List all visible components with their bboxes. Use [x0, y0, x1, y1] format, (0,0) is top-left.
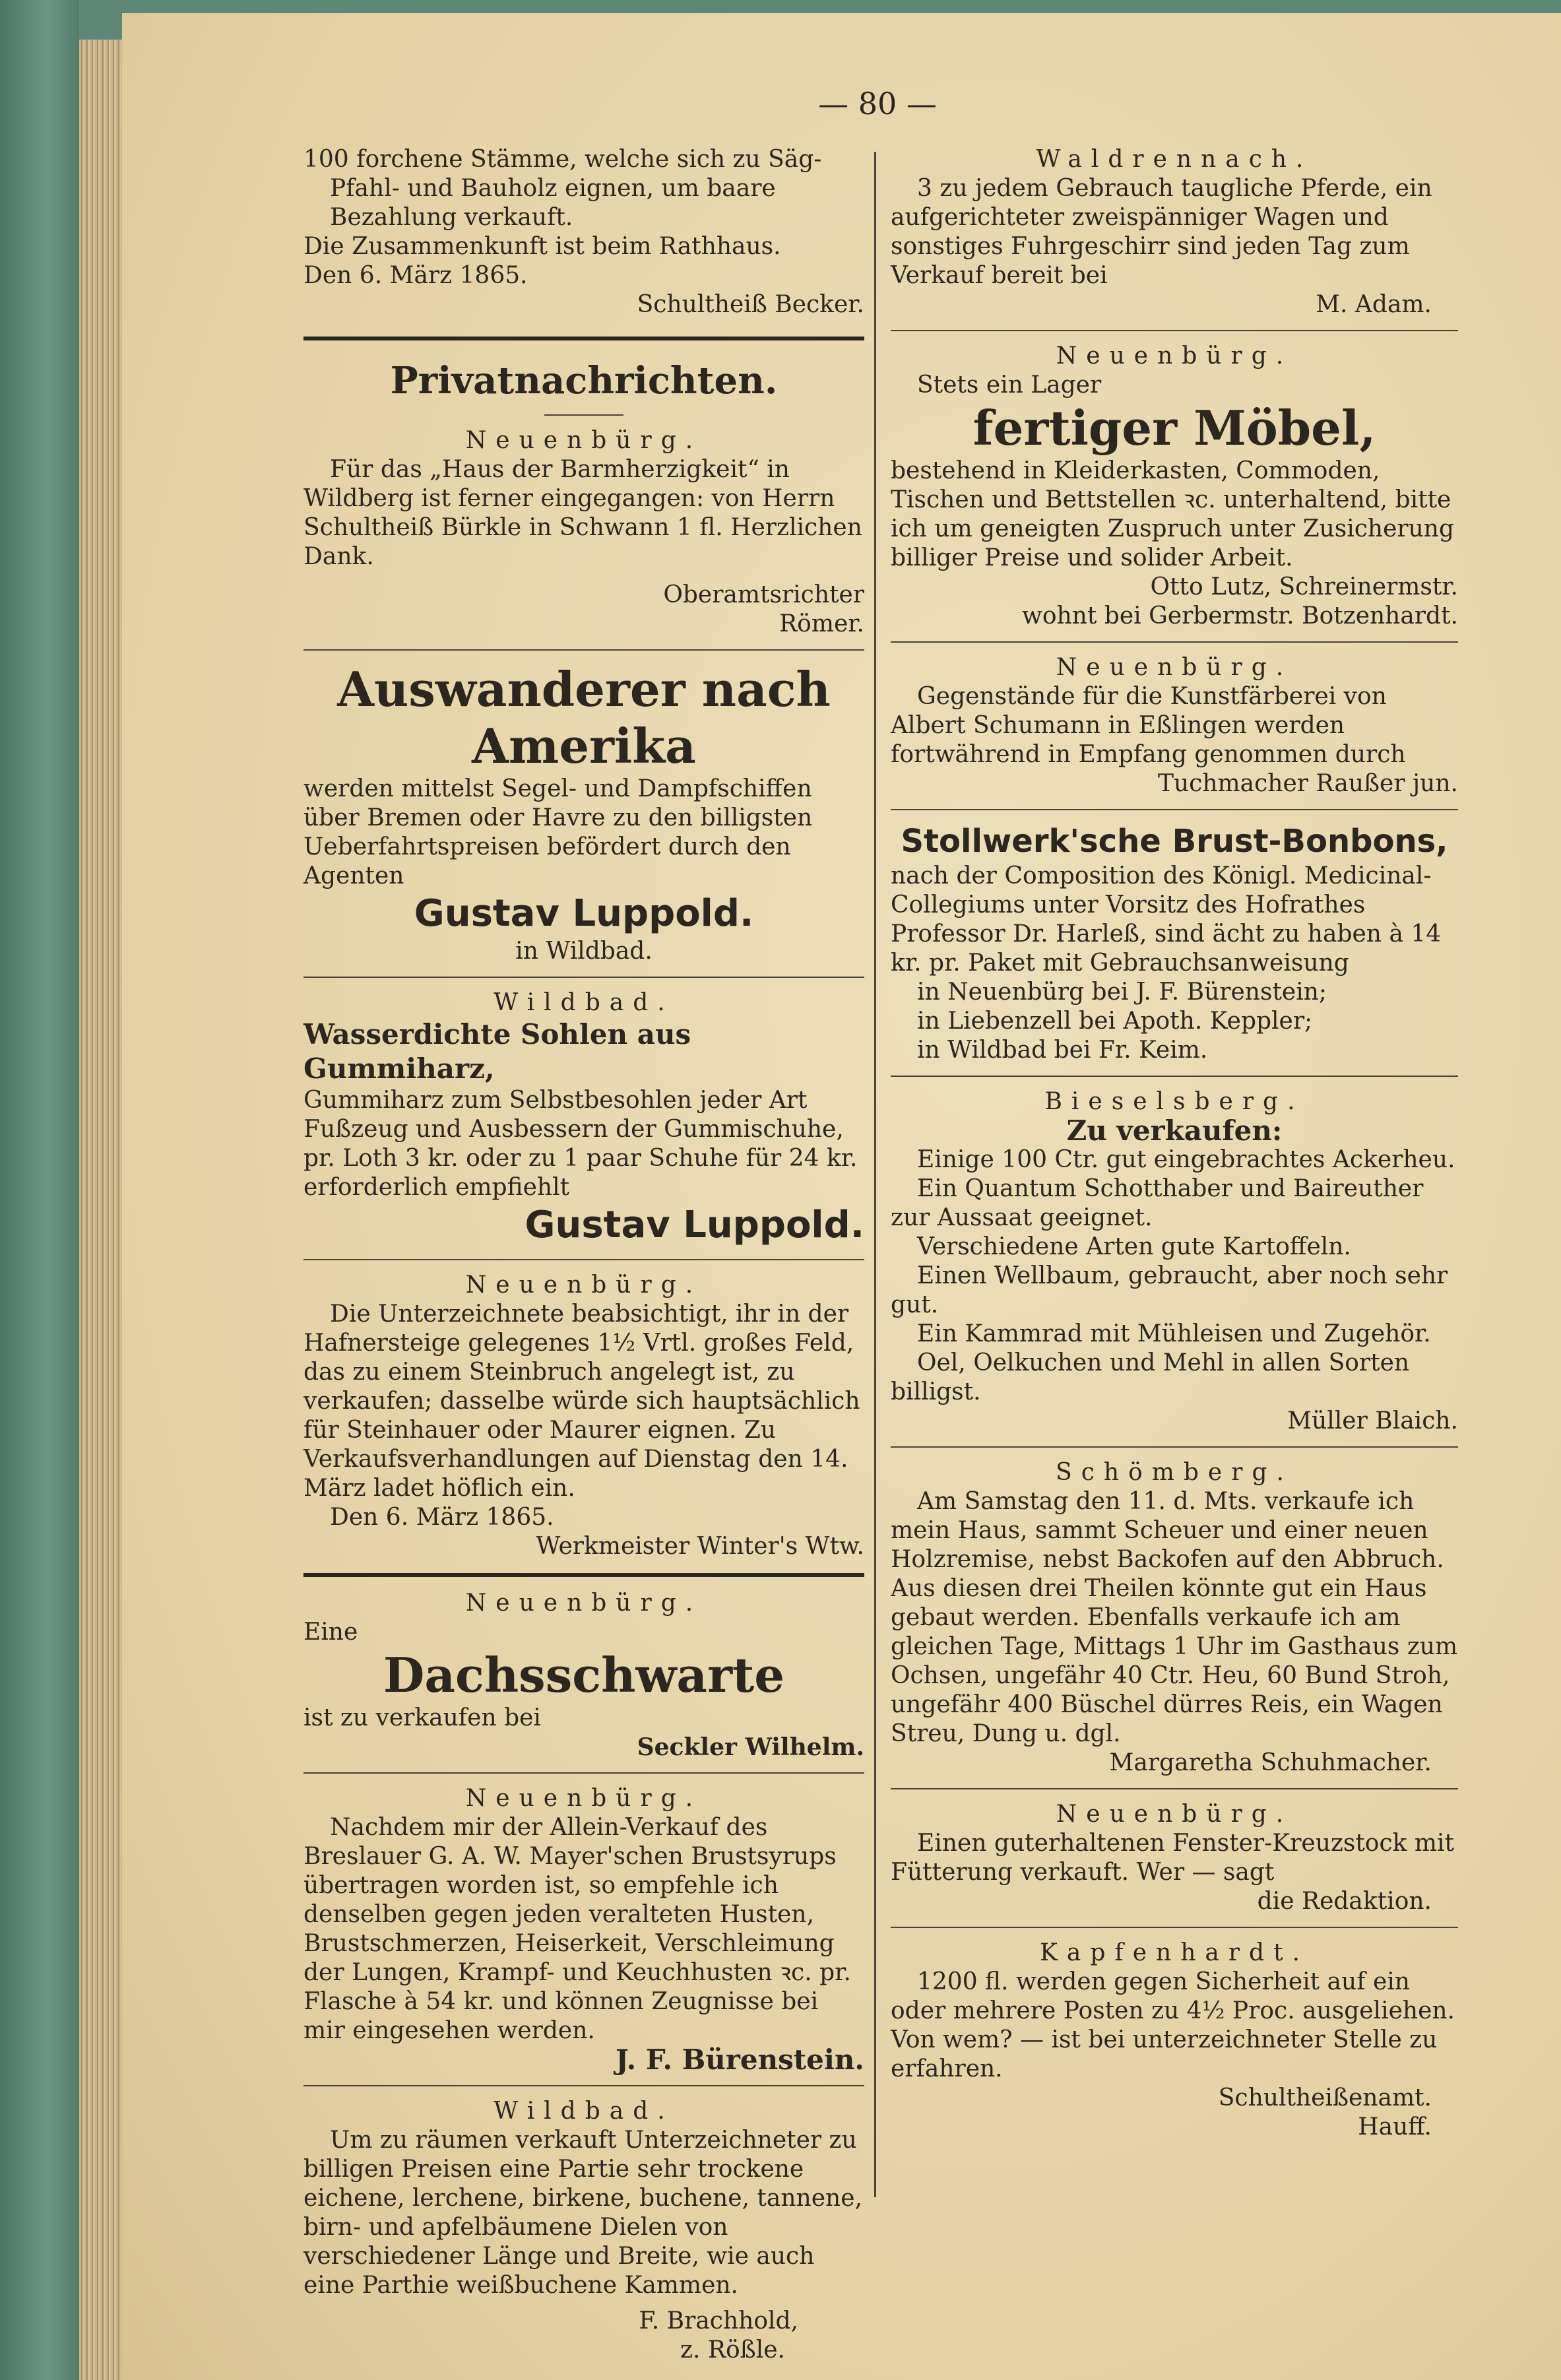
notice-signature: Otto Lutz, Schreinermstr. [1150, 573, 1458, 600]
notice-pre: Stets ein Lager [917, 371, 1102, 399]
notice-rule [891, 1076, 1458, 1077]
notice-place: Neuenbürg. [465, 1271, 703, 1299]
sale-item: Ein Quantum Schotthaber und Baireuther zur Aussaat geeignet. [891, 1175, 1424, 1231]
notice-rule [891, 809, 1458, 810]
notice-signature: Schultheiß Becker. [637, 291, 864, 318]
sale-item: Verschiedene Arten gute Kartoffeln. [917, 1233, 1351, 1260]
notice-planks [303, 2097, 864, 2365]
notice-agent: Gustav Luppold. [414, 892, 754, 935]
notice-place: Schömberg. [1056, 1459, 1293, 1486]
notice-pre: Eine [303, 1619, 358, 1646]
notice-text: Nachdem mir der Allein-Verkauf des Breslauer G. A. W. Mayer'schen Brustsyrups übertragen worden ist, so empfehle ich denselben gegen jeden veralteten Husten, Brustschmerzen, Heiserkeit, Verschleimung der Lungen, Krampf- und Keuchhusten ꝛc. pr. Flasche à 54 kr. und können Zeugnisse bei mir eingesehen werden. [303, 1814, 851, 2044]
notice-signature: Margaretha Schuhmacher. [1109, 1749, 1432, 1776]
right-column [891, 145, 1458, 2146]
notice-rule [303, 649, 864, 651]
notice-signature: Gustav Luppold. [525, 1204, 864, 1246]
notice-soles [303, 988, 864, 1248]
notice-text: 3 zu jedem Gebrauch taugliche Pferde, ein aufgerichteter zweispänniger Wagen und sonstiges Fuhrgeschirr sind jeden Tag zum Verkauf bereit bei [891, 175, 1432, 289]
notice-place: Neuenbürg. [465, 427, 703, 454]
notice-furniture [891, 342, 1458, 631]
notice-rule [303, 977, 864, 978]
notice-text: ist zu verkaufen bei [303, 1704, 541, 1731]
notice-line: in Wildbad bei Fr. Keim. [917, 1037, 1208, 1064]
notice-rule [303, 2085, 864, 2086]
notice-rule [891, 1446, 1458, 1448]
column-divider [874, 152, 876, 2197]
notice-rule [303, 1573, 864, 1577]
notice-text: 1200 fl. werden gegen Sicherheit auf ein oder mehrere Posten zu 4½ Proc. ausgeliehen. Von wem? — ist bei unterzeichneter Stelle zu erfahren. [891, 1968, 1455, 2082]
notice-text: nach der Composition des Königl. Medicinal-Collegiums unter Vorsitz des Hofrathes Professor Dr. Harleß, sind ächt zu haben à 14 kr. pr. Paket mit Gebrauchsanweisung [891, 862, 1442, 977]
notice-title: Zu verkaufen: [1066, 1114, 1283, 1147]
notice-window-frame [891, 1800, 1458, 1916]
notice-donation [303, 426, 864, 639]
notice-signature: wohnt bei Gerbermstr. Botzenhardt. [1022, 602, 1458, 629]
notice-loan [891, 1939, 1458, 2142]
notice-place: Neuenbürg. [1056, 342, 1293, 370]
notice-place: Neuenbürg. [1056, 654, 1293, 681]
sale-item: Oel, Oelkuchen und Mehl in allen Sorten billigst. [891, 1349, 1410, 1405]
notice-text: werden mittelst Segel- und Dampfschiffen über Bremen oder Havre zu den billigsten Ueberfahrtspreisen befördert durch den Agenten [303, 775, 813, 889]
notice-rule [891, 330, 1458, 331]
sale-item: Einen Wellbaum, gebraucht, aber noch sehr gut. [891, 1262, 1448, 1318]
notice-signature: z. Rößle. [680, 2336, 785, 2364]
notice-place: Wildbad. [494, 2098, 674, 2125]
notice-place: Neuenbürg. [465, 1590, 703, 1617]
notice-title: Wasserdichte Sohlen aus Gummiharz, [303, 1018, 691, 1085]
notice-signature: Seckler Wilhelm. [637, 1733, 864, 1761]
notice-line: in Neuenbürg bei J. F. Bürenstein; [917, 979, 1327, 1006]
sale-item: Einige 100 Ctr. gut eingebrachtes Ackerheu. [917, 1146, 1455, 1173]
notice-badger-hide [303, 1589, 864, 1762]
short-rule [544, 414, 623, 416]
notice-place: in Wildbad. [515, 938, 653, 965]
notice-line: Die Zusammenkunft ist beim Rathhaus. [303, 233, 781, 260]
notice-place: Kapfenhardt. [1039, 1939, 1310, 1966]
notice-signature: Schultheißenamt. [1218, 2084, 1432, 2111]
notice-date: Den 6. März 1865. [330, 1504, 554, 1531]
notice-line: Pfahl- und Bauholz eignen, um baare [330, 175, 776, 202]
notice-signature: Oberamtsrichter [663, 581, 864, 608]
book-cover-edge [0, 0, 79, 2380]
notice-rule [891, 641, 1458, 643]
notice-text: Gegenstände für die Kunstfärberei von Albert Schumann in Eßlingen werden fortwährend in Empfang genommen durch [891, 683, 1406, 768]
section-rule [303, 337, 864, 340]
notice-title: Dachsschwarte [383, 1647, 785, 1703]
notice-signature: Müller Blaich. [1287, 1407, 1458, 1434]
notice-field-sale [303, 1271, 864, 1561]
notice-signature: Hauff. [1358, 2113, 1432, 2140]
notice-rule [303, 1259, 864, 1260]
notice-text: Um zu räumen verkauft Unterzeichneter zu billigen Preisen eine Partie sehr trockene eichene, lerchene, birkene, buchene, tannene, birn- und apfelbäumene Dielen von verschiedener Länge und Breite, wie auch eine Parthie weißbuchene Kammen. [303, 2127, 862, 2299]
notice-horses [891, 145, 1458, 319]
sale-item: Ein Kammrad mit Mühleisen und Zugehör. [917, 1320, 1431, 1347]
page-number: — 80 — [818, 86, 937, 121]
notice-signature: M. Adam. [1316, 291, 1432, 318]
notice-title: Auswanderer nach Amerika [337, 661, 831, 774]
notice-line: in Liebenzell bei Apoth. Keppler; [917, 1008, 1313, 1035]
notice-place: Bieselsberg. [1044, 1088, 1304, 1115]
notice-rule [891, 1788, 1458, 1789]
notice-title: Stollwerk'sche Brust-Bonbons, [901, 823, 1448, 860]
notice-for-sale [891, 1087, 1458, 1436]
notice-dyeing [891, 653, 1458, 798]
notice-rule [303, 1772, 864, 1774]
notice-line: 100 forchene Stämme, welche sich zu Säg- [303, 146, 822, 173]
notice-rule [891, 1927, 1458, 1928]
notice-place: Neuenbürg. [1056, 1801, 1293, 1828]
notice-bonbons [891, 821, 1458, 1065]
notice-text: Die Unterzeichnete beabsichtigt, ihr in der Hafnersteige gelegenes 1½ Vrtl. großes Feld, das zu einem Steinbruch angelegt ist, zu verkaufen; dasselbe würde sich hauptsächlich für Steinhauer oder Maurer eignen. Zu Verkaufsverhandlungen auf Dienstag den 14. März ladet höflich ein. [303, 1301, 860, 1502]
notice-signature: J. F. Bürenstein. [616, 2043, 864, 2076]
notice-emigrants [303, 661, 864, 966]
notice-place: Waldrennach. [1036, 146, 1313, 173]
notice-title: fertiger Möbel, [972, 400, 1376, 456]
notice-signature: Tuchmacher Raußer jun. [1157, 770, 1458, 797]
notice-text: Am Samstag den 11. d. Mts. verkaufe ich mein Haus, sammt Scheuer und einer neuen Holzremise, nebst Backofen auf den Abbruch. Aus diesen drei Theilen könnte gut ein Haus gebaut werden. Ebenfalls verkaufe ich am gleichen Tage, Mittags 1 Uhr im Gasthaus zum Ochsen, ungefähr 40 Ctr. Heu, 60 Bund Stroh, ungefähr 400 Büschel dürres Reis, ein Wagen Streu, Dung u. dgl. [891, 1488, 1458, 1747]
notice-line: Bezahlung verkauft. [330, 204, 573, 231]
notice-house-sale [891, 1458, 1458, 1778]
notice-text: Für das „Haus der Barmherzigkeit“ in Wildberg ist ferner eingegangen: von Herrn Schultheiß Bürkle in Schwann 1 fl. Herzlichen Dank. [303, 456, 862, 570]
notice-timber-sale [303, 145, 864, 319]
notice-text: Einen guterhaltenen Fenster-Kreuzstock mit Fütterung verkauft. Wer — sagt [891, 1830, 1455, 1886]
notice-place: Neuenbürg. [465, 1785, 703, 1812]
left-column [303, 145, 864, 2369]
notice-text: Gummiharz zum Selbstbesohlen jeder Art Fußzeug und Ausbessern der Gummischuhe, pr. Loth 3 kr. oder zu 1 paar Schuhe für 24 kr. erforderlich empfiehlt [303, 1087, 858, 1201]
notice-signature: Römer. [779, 610, 864, 637]
notice-signature: F. Brachhold, [639, 2307, 798, 2334]
notice-syrup [303, 1784, 864, 2074]
notice-place: Wildbad. [494, 989, 674, 1016]
notice-signature: die Redaktion. [1257, 1888, 1432, 1915]
notice-signature: Werkmeister Winter's Wtw. [536, 1533, 864, 1560]
notice-text: bestehend in Kleiderkasten, Commoden, Tischen und Bettstellen ꝛc. unterhaltend, bitte ich um geneigten Zuspruch unter Zusicherung billiger Preise und solider Arbeit. [891, 457, 1455, 571]
notice-line: Den 6. März 1865. [303, 262, 528, 289]
section-heading: Privatnachrichten. [390, 359, 778, 402]
